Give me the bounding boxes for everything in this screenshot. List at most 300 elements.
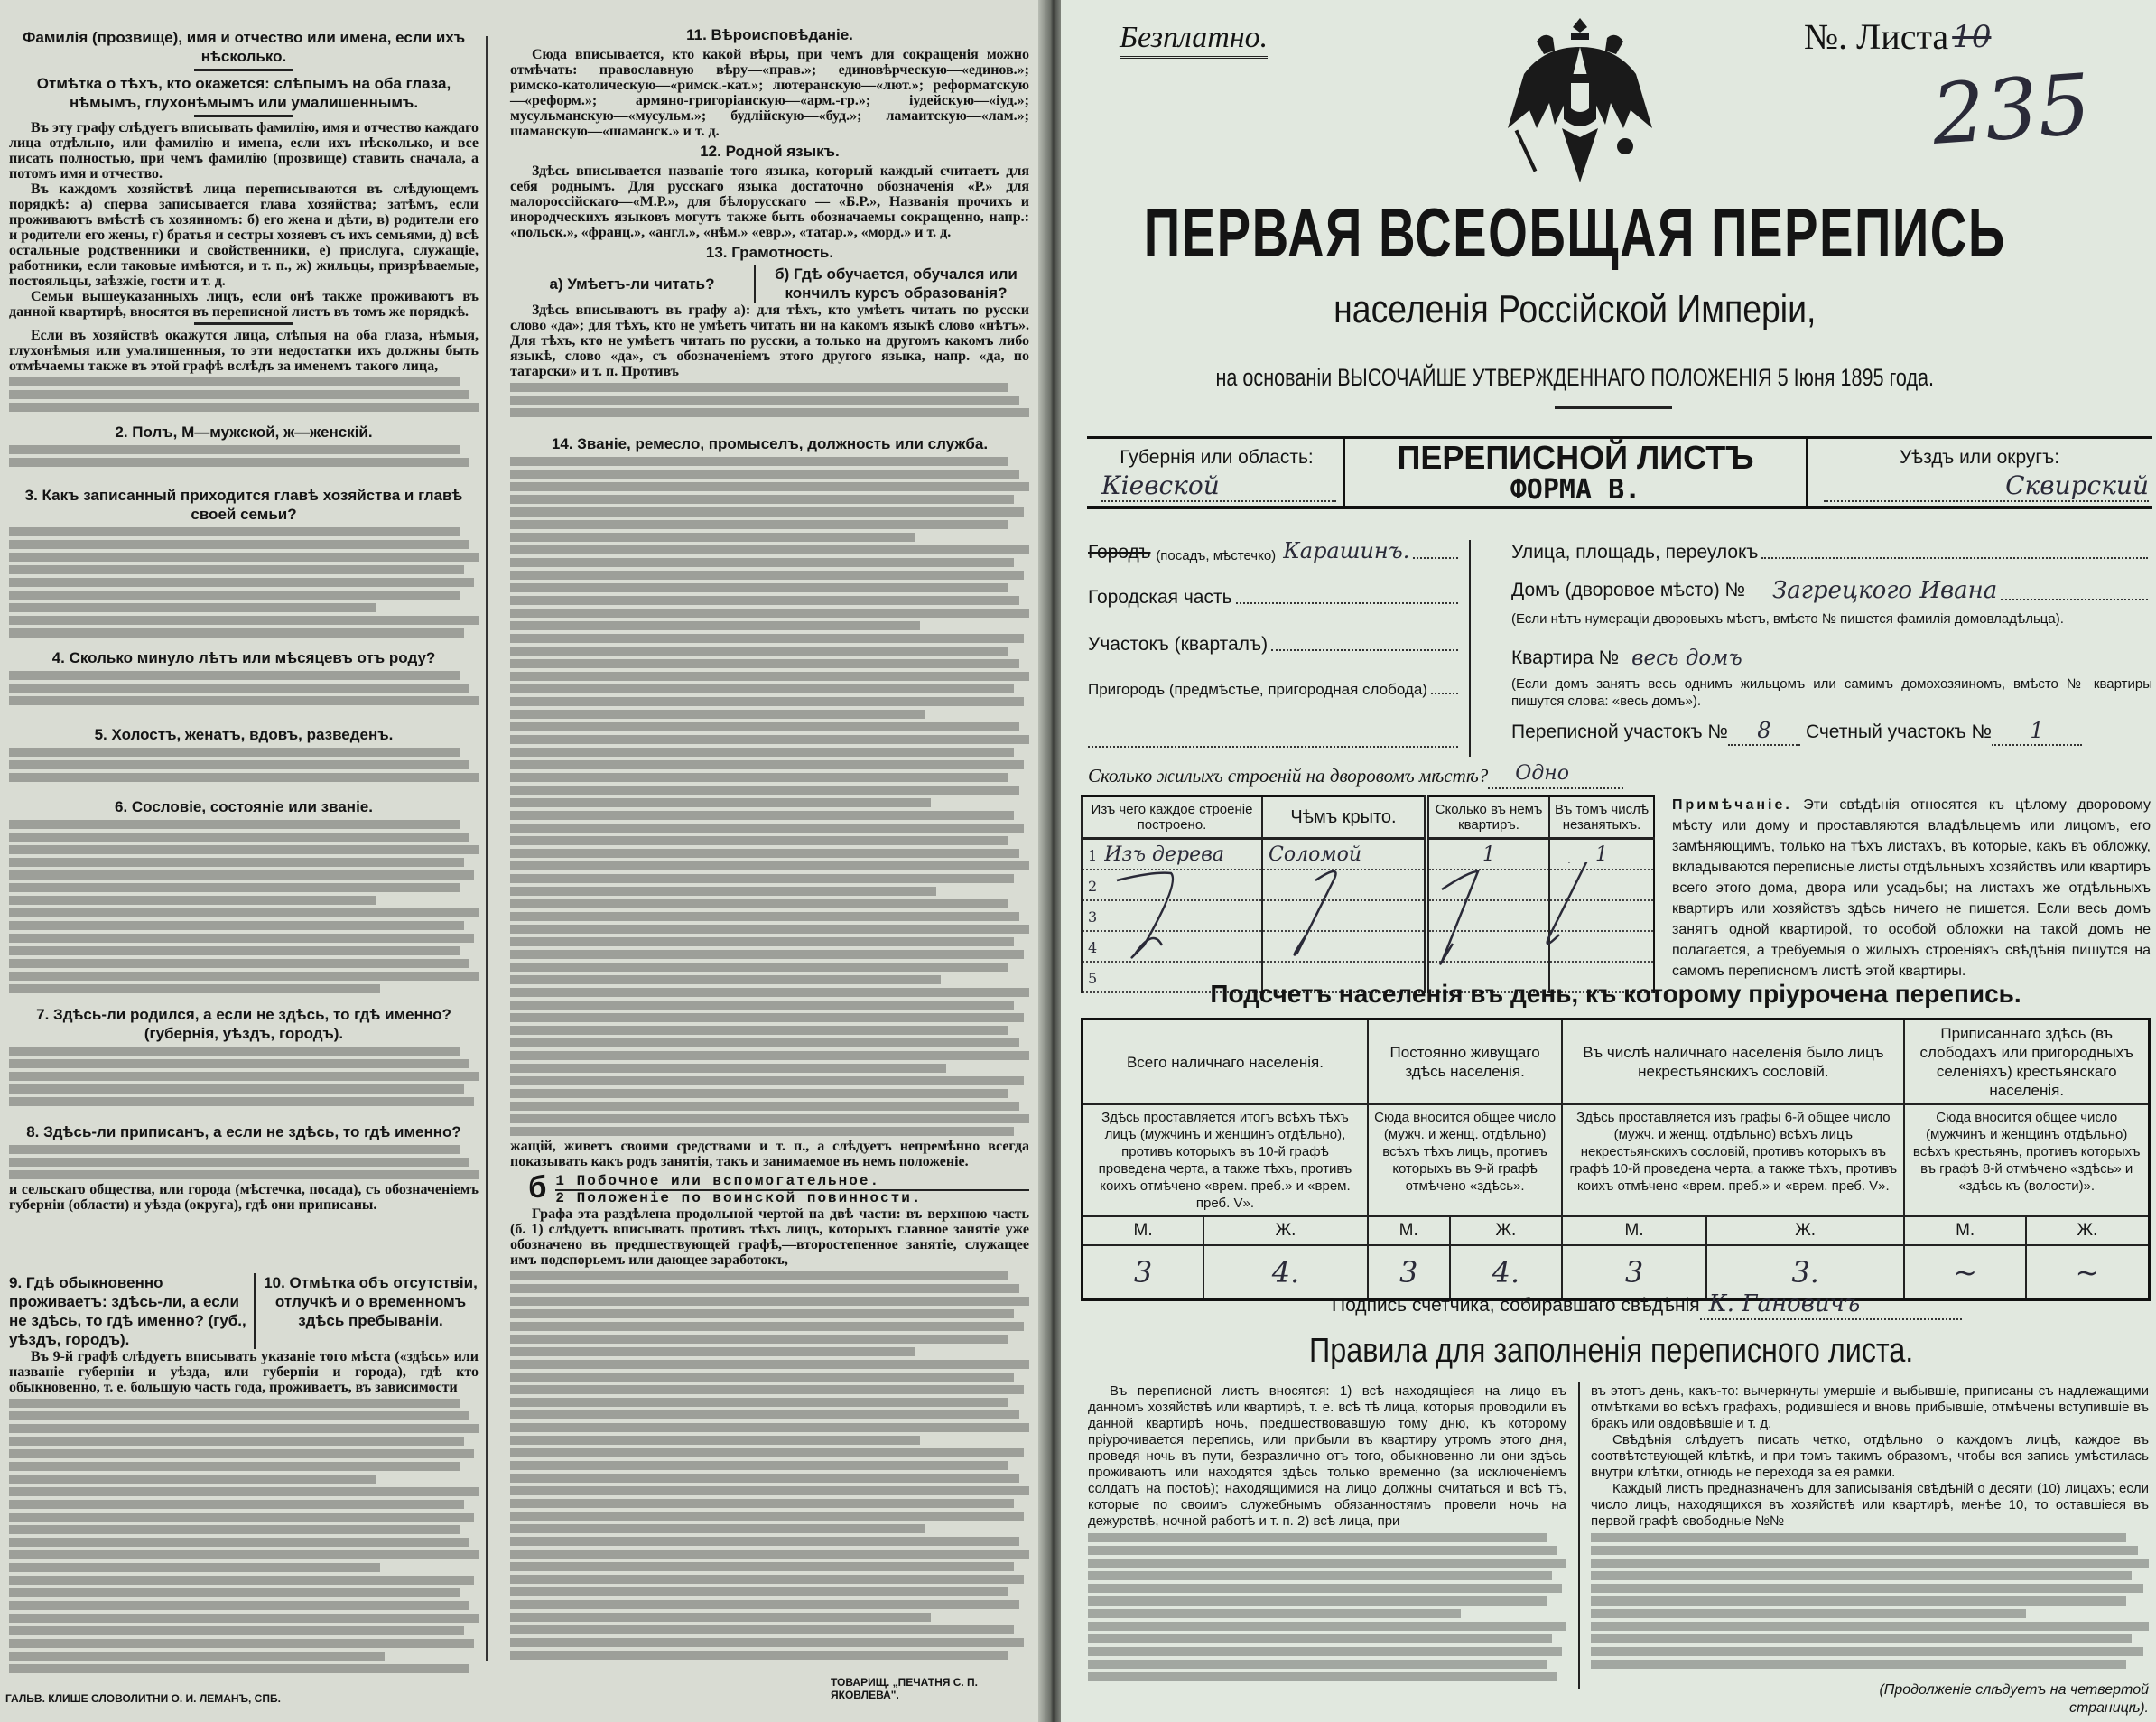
text-line [1088, 1660, 1547, 1669]
text-line [9, 748, 460, 757]
rules-column-2 [1591, 1383, 2149, 1671]
vacant-cell-value: 1 [1595, 842, 1608, 866]
text-line [510, 383, 1008, 392]
paragraph: Въ каждомъ хозяйствѣ лица переписываются въ слѣдующемъ порядкѣ: а) сперва записывается глава хозяйства; затѣмъ, если проживаютъ вмѣстѣ съ хозяиномъ: б) его жена и дѣти, в) родители его и родители его жены, г) братья и сестры хозяевъ съ ихъ семьями, д) всѣ остальные родственники и свойственники, е) прислуга, служащіе, работники, если таковые имѣются, и т. п., ж) жильцы, призрѣваемые, постояльцы, заѣзжіе, гости и т. д. [9, 182, 479, 289]
text-line [1591, 1622, 2149, 1631]
text-line [510, 1347, 915, 1356]
precinct-label: Участокъ (кварталъ) [1088, 634, 1269, 655]
text-line [9, 1097, 474, 1106]
text-line [510, 396, 1019, 405]
text-line [9, 908, 479, 917]
heading-occupation: 14. Званіе, ремесло, промыселъ, должность или служба. [551, 435, 989, 452]
street-label: Улица, площадь, переулокъ [1511, 542, 1759, 563]
text-lines [510, 457, 1029, 1136]
group-header: Въ числѣ наличнаго населенія было лицъ некрестьянскихъ сословій. [1562, 1019, 1904, 1105]
text-line [510, 887, 936, 896]
town-value: Карашинъ. [1283, 538, 1410, 563]
street-field[interactable] [1511, 542, 2148, 563]
text-line [510, 1373, 1014, 1382]
free-label: Безплатно. [1120, 20, 1268, 59]
text-lines [9, 748, 479, 782]
text-line [9, 896, 376, 905]
text-lines [9, 1145, 479, 1179]
text-line [510, 495, 1014, 504]
text-line [9, 1084, 464, 1094]
signature-value: К. Гановичъ [1700, 1289, 1962, 1320]
heading-language: 12. Родной языкъ. [700, 143, 840, 160]
heading-religion: 11. Вѣроисповѣданіе. [686, 26, 853, 43]
coat-of-arms-icon [1499, 11, 1661, 191]
male-header: М. [1368, 1216, 1450, 1245]
male-header: М. [1562, 1216, 1706, 1245]
text-line [510, 1512, 1024, 1521]
text-line [1088, 1584, 1562, 1593]
text-line [9, 553, 479, 562]
population-table [1081, 1018, 2151, 1301]
text-line [510, 925, 1029, 934]
text-line [510, 1102, 1019, 1111]
house-field[interactable] [1511, 576, 2148, 605]
apartment-note: (Если домъ занятъ весь однимъ жильцомъ или самимъ домохозяиномъ, вмѣсто № квартиры пишутся слова: «весь домъ»). [1511, 676, 2152, 709]
gubernia-label: Губернія или область: [1120, 447, 1314, 468]
text-line [9, 833, 469, 842]
text-line [1591, 1584, 2143, 1593]
text-line [1591, 1596, 2126, 1606]
text-line [9, 921, 464, 930]
document-title-line [957, 197, 2156, 290]
text-line [9, 1145, 460, 1154]
text-lines [9, 1399, 479, 1673]
text-line [510, 912, 1019, 921]
section-11-13 [510, 23, 1029, 420]
row-number: 3 [1088, 908, 1098, 926]
text-line [510, 1127, 1014, 1136]
dash-marks [1081, 862, 1655, 980]
female-count[interactable]: 3. [1706, 1245, 1905, 1300]
city-part-field[interactable] [1088, 587, 1458, 609]
text-line [9, 403, 479, 412]
text-line [510, 1524, 925, 1533]
gubernia-value[interactable]: Кіевской [1101, 471, 1336, 502]
precinct-field[interactable] [1088, 634, 1458, 656]
text-line [9, 565, 464, 574]
col-header: Въ томъ числѣ незанятыхъ. [1549, 796, 1654, 839]
heading-disability: Отмѣтка о тѣхъ, кто окажется: слѣпымъ на оба глаза, нѣмымъ, глухонѣмымъ или умалишеннымъ. [36, 75, 451, 111]
text-line [510, 697, 1024, 706]
text-line [9, 1538, 469, 1547]
house-value: Загрецкого Ивана [1772, 577, 1998, 604]
signature-label: Подпись счетчика, собиравшаго свѣдѣнія [1332, 1295, 1700, 1316]
group-description: Сюда вносится общее число (мужчинъ и женщинъ отдѣльно) всѣхъ крестьянъ, противъ которыхъ въ графѣ 8-й отмѣчено «здѣсь» и «здѣсь къ (волости)». [1904, 1104, 2149, 1216]
census-precinct-field[interactable] [1511, 717, 2148, 746]
text-line [510, 1562, 1014, 1571]
text-line [9, 684, 469, 693]
form-title: ПЕРЕПИСНОЙ ЛИСТЪ [1397, 439, 1754, 476]
section-4 [9, 646, 479, 708]
text-line [9, 946, 460, 955]
text-line [1591, 1559, 2149, 1568]
text-line [510, 1297, 1029, 1306]
rules-title-line [1074, 1331, 2149, 1378]
text-line [9, 820, 460, 829]
male-count[interactable]: 3 [1083, 1245, 1204, 1300]
heading-sex: 2. Полъ, М—мужской, ж—женскій. [115, 424, 373, 441]
text-line [9, 591, 460, 600]
text-lines [9, 527, 479, 638]
text-line [9, 1525, 460, 1534]
town-label: (посадъ, мѣстечко) [1156, 548, 1277, 563]
text-line [510, 1550, 1029, 1559]
text-line [9, 458, 469, 467]
text-line [510, 634, 1024, 643]
section-9-10 [9, 1273, 479, 1676]
text-line [1088, 1546, 1557, 1555]
printer-imprint-right: ТОВАРИЩ. „ПЕЧАТНЯ С. П. ЯКОВЛЕВА". [831, 1676, 979, 1701]
text-line [9, 1437, 464, 1446]
heading-literacy: 13. Грамотность. [705, 244, 834, 261]
section-14 [510, 432, 1029, 1169]
text-line [510, 1051, 1029, 1060]
text-line [510, 1335, 1008, 1344]
text-line [9, 1487, 479, 1496]
text-line [9, 445, 460, 454]
text-line [9, 972, 479, 981]
rules-divider [1578, 1382, 1580, 1689]
text-line [510, 533, 915, 542]
text-line [510, 1625, 1014, 1634]
text-line [510, 571, 1024, 580]
sheet-number-label: №. Листа [1804, 16, 1949, 57]
text-line [9, 870, 474, 880]
text-line [510, 1613, 931, 1622]
text-line [1591, 1634, 2132, 1643]
col-header: Чѣмъ крыто. [1262, 796, 1426, 839]
text-line [1591, 1660, 2126, 1669]
paragraph: и сельскаго общества, или города (мѣстечка, посада), съ обозначеніемъ губерніи (области) и уѣзда (округа), гдѣ они приписаны. [9, 1182, 479, 1213]
document-title: ПЕРВАЯ ВСЕОБЩАЯ ПЕРЕПИСЬ [1143, 195, 2006, 272]
text-line [9, 760, 469, 769]
text-line [510, 1038, 1019, 1047]
text-lines [510, 383, 1029, 417]
heading-name: Фамилія (прозвище), имя и отчество или имена, если ихъ нѣсколько. [22, 29, 466, 65]
document-subtitle: населенія Россійской Имперіи, [1333, 287, 1817, 331]
text-line [510, 824, 1024, 833]
text-line [9, 671, 460, 680]
text-line [510, 408, 1029, 417]
text-line [510, 1537, 1019, 1546]
heading-can-read: а) Умѣетъ-ли читать? [549, 275, 715, 293]
text-line [9, 696, 479, 705]
text-line [510, 684, 1014, 693]
text-line [510, 1309, 1014, 1318]
apartments-cell-value: 1 [1482, 842, 1495, 866]
text-line [1591, 1647, 2143, 1656]
note-text: Эти свѣдѣнія относятся къ цѣлому дворовому мѣсту или дому и проставляются владѣльцемъ или лицомъ, его замѣняющимъ, только на тѣхъ листахъ, въ которые, какъ въ обложку, вкладываются переписные листы отдѣльныхъ хозяйствъ или квартиръ всего этого дома, двора или усадьбы; на листахъ же отдѣльныхъ квартиръ или хозяйствъ здѣсь ничего не пишется. Если весь домъ занятъ одной квартирой, то особой обложки на такой домъ не полагается, а требуемыя о жилыхъ строеніяхъ свѣдѣнія пишутся на самомъ переписномъ листѣ этой квартиры. [1672, 797, 2151, 979]
text-line [9, 773, 479, 782]
legal-basis-line [957, 363, 2156, 396]
text-lines [9, 377, 479, 412]
text-line [510, 1026, 1008, 1035]
population-title: Подсчетъ населенія въ день, къ которому пріурочена перепись. [1210, 980, 2021, 1008]
text-line [510, 937, 1014, 946]
column-divider [486, 36, 488, 1661]
text-line [9, 959, 469, 968]
text-line [9, 1513, 474, 1522]
buildings-count-field[interactable] [1088, 760, 1623, 789]
female-header: Ж. [1203, 1216, 1368, 1245]
text-lines [9, 671, 479, 705]
text-line [510, 1474, 1019, 1483]
row-number: 5 [1088, 969, 1098, 987]
heading-registered: 8. Здѣсь-ли приписанъ, а если не здѣсь, то гдѣ именно? [26, 1123, 461, 1140]
text-line [510, 899, 1008, 908]
text-line [9, 1449, 474, 1458]
text-line [1088, 1596, 1547, 1606]
heading-military: 2 Положеніе по воинской повинности. [555, 1190, 923, 1206]
text-line [510, 457, 1008, 466]
female-count[interactable]: 4. [1203, 1245, 1368, 1300]
buildings-question: Сколько жилыхъ строеній на дворовомъ мѣстѣ? [1088, 765, 1489, 787]
rules-paragraph: въ этотъ день, какъ-то: вычеркнуты умершіе и выбывшіе, приписаны съ надлежащими отмѣтками во всѣхъ графахъ, родившіеся и вновь прибывшіе, отмѣчены вступившіе въ бракъ или овдовѣвшіе и т. д. [1591, 1383, 2149, 1431]
text-line [510, 1076, 1024, 1085]
text-line [510, 520, 1008, 529]
text-lines [510, 1271, 1029, 1660]
text-line [9, 1639, 474, 1648]
divider [1555, 406, 1672, 409]
census-precinct-value: 8 [1728, 717, 1800, 746]
group-header: Приписаннаго здѣсь (въ слободахъ или пригородныхъ селеніяхъ) крестьянскаго населенія. [1904, 1019, 2149, 1105]
text-line [510, 861, 1029, 870]
text-line [9, 527, 460, 536]
text-line [9, 1601, 469, 1610]
text-line [9, 1475, 376, 1484]
text-line [510, 1448, 1024, 1457]
uezd-label: Уѣздъ или округъ: [1899, 447, 2060, 468]
rules-paragraph: Въ переписной листъ вносятся: 1) всѣ находящіеся на лицо въ данномъ хозяйствѣ или квартирѣ, т. е. всѣ тѣ лица, которыя проводили въ данной квартирѣ ночь, предшествовавшую тому дню, къ которому пріурочивается перепись, или прибыли въ квартиру утромъ этого дня, проведя ночь въ пути, безразлично отъ того, обыкновенно ли они здѣсь проживаютъ или находятся здѣсь только временно (за исключеніемъ солдатъ на постоѣ); находящимися на лицо должны считаться и всѣ тѣ, которые по своимъ служебнымъ обязанностямъ провели ночь на дежурствѣ, ночной работѣ и т. п. 2) всѣ лица, при [1088, 1383, 1566, 1529]
text-line [510, 988, 1029, 997]
apartment-field[interactable] [1511, 645, 1873, 672]
apartment-value: весь домъ [1631, 647, 1742, 670]
rules-title: Правила для заполненія переписного листа. [1309, 1332, 1914, 1370]
text-line [510, 748, 1014, 757]
document-subtitle-line [957, 287, 2156, 341]
house-label: Домъ (дворовое мѣсто) № [1511, 580, 1746, 600]
text-line [510, 1600, 1019, 1609]
text-line [510, 1114, 1029, 1123]
form-code: ФОРМА В. [1510, 474, 1641, 506]
text-line [510, 1638, 1024, 1647]
section-14b [510, 1174, 1029, 1662]
text-line [1088, 1672, 1557, 1681]
text-line [510, 545, 1029, 554]
text-line [510, 1575, 1024, 1584]
text-line [510, 798, 931, 807]
uezd-value[interactable]: Сквирский [1824, 471, 2149, 502]
text-line [510, 760, 1024, 769]
text-line [9, 1170, 479, 1179]
text-line [9, 1462, 460, 1471]
text-line [1088, 1647, 1562, 1656]
paragraph: Семьи вышеуказанныхъ лицъ, если онѣ также проживаютъ въ данной квартирѣ, вносятся въ переписной листъ въ томъ же порядкѣ. [9, 289, 479, 320]
text-line [9, 1411, 469, 1420]
text-line [1591, 1533, 2126, 1542]
text-line [510, 1410, 1019, 1419]
text-line [9, 1500, 464, 1509]
text-line [510, 1360, 1029, 1369]
note-label: Примѣчаніе. [1672, 797, 1792, 813]
text-line [9, 616, 479, 625]
heading-education: б) Гдѣ обучается, обучался или кончилъ курсъ образованія? [754, 265, 1029, 303]
female-header: Ж. [1450, 1216, 1563, 1245]
text-line [9, 1550, 479, 1559]
male-count[interactable]: 3 [1368, 1245, 1450, 1300]
row-number: 1 [1088, 846, 1098, 864]
group-description: Сюда вносится общее число (мужч. и женщ. отдѣльно) всѣхъ тѣхъ лицъ, противъ которыхъ въ 9-й графѣ отмѣчено «здѣсь». [1368, 1104, 1562, 1216]
text-line [510, 963, 1008, 972]
text-line [510, 1013, 1024, 1022]
text-line [9, 628, 464, 638]
text-line [9, 603, 376, 612]
text-line [510, 1461, 1008, 1470]
text-line [1088, 1533, 1547, 1542]
printer-imprint-left: ГАЛЬВ. КЛИШЕ СЛОВОЛИТНИ О. И. ЛЕМАНЪ, СПБ. [5, 1692, 281, 1705]
female-count[interactable]: ~ [2026, 1245, 2150, 1300]
text-line [510, 1001, 1014, 1010]
paragraph: Здѣсь вписываютъ въ графу а): для тѣхъ, кто умѣетъ читать по русски слово «да»; для тѣхъ, кто не умѣетъ читать ни на какомъ языкѣ слово «нѣтъ». Для тѣхъ, кто не умѣетъ читать по русски, а только на другомъ какомъ либо языкѣ, слово «да», съ обозначеніемъ этого другого языка, напр. «да, по татарски» и т. п. Противъ [510, 303, 1029, 379]
female-header: Ж. [1706, 1216, 1905, 1245]
section-8 [9, 1120, 479, 1213]
section-3 [9, 483, 479, 640]
text-line [510, 1587, 1008, 1596]
blank-line [1088, 746, 1458, 748]
text-line [510, 1322, 1024, 1331]
heading-secondary: 1 Побочное или вспомогательное. [555, 1174, 1029, 1191]
text-line [510, 1486, 1029, 1495]
male-header: М. [1904, 1216, 2025, 1245]
heading-birthplace: 7. Здѣсь-ли родился, а если не здѣсь, то гдѣ именно? (губернія, уѣздъ, городъ). [36, 1006, 451, 1042]
text-line [510, 1064, 946, 1073]
heading-residence: 9. Гдѣ обыкновенно проживаетъ: здѣсь-ли, а если не здѣсь, то гдѣ именно? (губ., уѣздъ, городъ). [9, 1273, 256, 1349]
heading-age: 4. Сколько минуло лѣтъ или мѣсяцевъ отъ роду? [51, 649, 436, 666]
text-line [9, 934, 474, 943]
text-lines [1088, 1533, 1566, 1681]
text-line [9, 1072, 479, 1081]
text-line [9, 845, 479, 854]
signature-field[interactable] [1332, 1289, 1962, 1320]
rules-column-1 [1088, 1383, 1566, 1684]
text-line [510, 1436, 920, 1445]
text-line [510, 950, 1024, 959]
sheet-number [1804, 16, 1991, 58]
left-page [0, 0, 1045, 1722]
sheet-number-handwritten: 235 [1928, 56, 2095, 163]
paragraph: Сюда вписывается, кто какой вѣры, при чемъ для сокращенія можно отмѣчать: православную вѣру—«прав.»; единовѣрческую—«единов.»; римско-католическую—«римск.-кат.»; лютеранскую—«лют.»; реформатскую—«реформ.»; армяно-григоріанскую—«арм.-гр.»; іудейскую—«іуд.»; мусульманскую—«мусульм.»; будлійскую—«буд.»; ламаитскую—«лам.»; шаманскую—«шаманск.» и т. д. [510, 47, 1029, 139]
text-line [9, 883, 460, 892]
section-name [9, 25, 479, 414]
female-count[interactable]: 4. [1450, 1245, 1563, 1300]
text-line [1088, 1609, 1461, 1618]
section-2 [9, 420, 479, 470]
rules-paragraph: Свѣдѣнія слѣдуетъ писать четко, отдѣльно о каждомъ лицѣ, каждое въ соотвѣтствующей клѣткѣ, и при томъ такимъ образомъ, чтобы вся запись умѣстилась внутри клѣтки, отнюдь не переходя за ея рамки. [1591, 1432, 2149, 1480]
suburb-label: Пригородъ (предмѣстье, пригородная слобода) [1088, 681, 1427, 698]
text-line [510, 735, 1029, 744]
male-count[interactable]: ~ [1904, 1245, 2025, 1300]
count-precinct-value: 1 [1992, 717, 2082, 746]
text-line [9, 1576, 474, 1585]
heading-relation: 3. Какъ записанный приходится главѣ хозяйства и главѣ своей семьи? [24, 487, 463, 523]
paragraph: Графа эта раздѣлена продольной чертой на двѣ части: въ верхнюю часть (б. 1) слѣдуетъ вписывать противъ тѣхъ лицъ, которыхъ главное занятіе уже обозначено въ предшествующей графѣ,—второстепенное занятіе, служащее имъ подспорьемъ или дающее заработокъ, [510, 1206, 1029, 1268]
text-line [510, 1398, 1008, 1407]
text-line [510, 1499, 1014, 1508]
row-number: 4 [1088, 938, 1098, 956]
section-7 [9, 1002, 479, 1109]
text-line [510, 647, 1008, 656]
paragraph: Въ эту графу слѣдуетъ вписывать фамилію, имя и отчество каждаго лица отдѣльно, или фамилію и имена, если ихъ нѣсколько, и все писать полностью, при чемъ фамилію (прозвище) ставить сначала, а потомъ имя и отчество. [9, 120, 479, 182]
text-line [510, 583, 1008, 592]
text-line [9, 1588, 460, 1597]
group-header: Всего наличнаго населенія. [1083, 1019, 1368, 1105]
text-line [9, 1059, 469, 1068]
female-header: Ж. [2026, 1216, 2150, 1245]
section-5 [9, 722, 479, 785]
paragraph: Въ 9-й графѣ слѣдуетъ вписывать указаніе того мѣста («здѣсь» или названіе губерніи и уѣзда, или губерніи и города), гдѣ кто обыкновенно, т. е. большую часть года, проживаетъ, въ зависимости [9, 1349, 479, 1395]
text-line [1591, 1571, 2132, 1580]
text-line [510, 659, 1019, 668]
male-count[interactable]: 3 [1562, 1245, 1706, 1300]
text-lines [9, 445, 479, 467]
buildings-answer: Одно [1488, 760, 1623, 789]
section-6 [9, 795, 479, 996]
text-line [510, 874, 1014, 883]
text-line [510, 558, 1014, 567]
text-line [9, 1563, 380, 1572]
count-precinct-label: Счетный участокъ № [1805, 721, 1993, 742]
text-lines [1591, 1533, 2149, 1669]
text-line [1088, 1622, 1566, 1631]
letter-b: б [528, 1172, 549, 1207]
text-line [9, 1047, 460, 1056]
town-field[interactable] [1088, 538, 1458, 563]
buildings-note [1672, 795, 2151, 982]
text-line [510, 672, 1029, 681]
row-number: 2 [1088, 877, 1098, 895]
text-line [1088, 1571, 1552, 1580]
text-line [510, 1385, 1024, 1394]
text-line [1591, 1546, 2138, 1555]
text-line [9, 1399, 460, 1408]
town-label-struck: Городъ [1088, 542, 1151, 563]
text-line [510, 1271, 1008, 1280]
suburb-field[interactable] [1088, 681, 1458, 699]
text-line [510, 596, 1019, 605]
field-divider [1469, 540, 1471, 757]
continued-note: (Продолженіе слѣдуетъ на четвертой страницѣ). [1879, 1682, 2149, 1716]
text-lines [9, 820, 479, 993]
text-line [510, 773, 1008, 782]
text-line [510, 507, 1024, 517]
group-header: Постоянно живущаго здѣсь населенія. [1368, 1019, 1562, 1105]
text-line [510, 975, 941, 984]
text-line [510, 811, 1014, 820]
paragraph: Если въ хозяйствѣ окажутся лица, слѣпыя на оба глаза, нѣмыя, глухонѣмыя или умалишенныя, то эти недостатки ихъ должны быть отмѣчаемы также въ этой графѣ вслѣдъ за именемъ такого лица, [9, 328, 479, 374]
text-line [9, 1614, 479, 1623]
text-line [510, 1089, 1008, 1098]
col-header: Изъ чего каждое строеніе построено. [1082, 796, 1262, 839]
text-line [510, 470, 1019, 479]
legal-basis: на основаніи ВЫСОЧАЙШЕ УТВЕРЖДЕННАГО ПОЛОЖЕНІЯ 5 Іюня 1895 года. [1215, 364, 1934, 391]
text-line [1591, 1609, 2026, 1618]
text-line [9, 984, 380, 993]
